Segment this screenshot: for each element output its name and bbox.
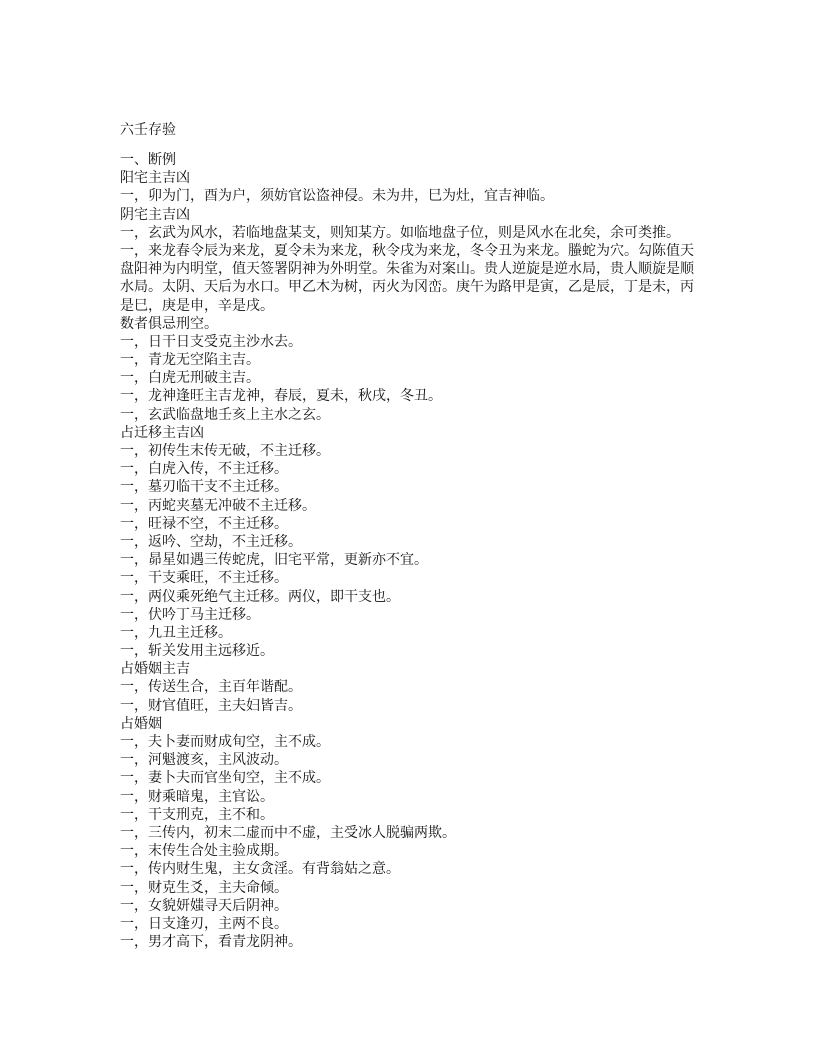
- text-line: 一，河魁渡亥，主风波动。: [120, 752, 288, 769]
- text-line: 一，日干日支受克主沙水去。: [120, 333, 302, 350]
- text-line: 一，财克生爻，主夫命倾。: [120, 879, 288, 896]
- text-line: 占婚姻: [120, 715, 162, 732]
- text-line: 水局。太阴、天后为水口。甲乙木为树，丙火为冈峦。庚午为路甲是寅，乙是辰，丁是未，丙: [120, 279, 694, 296]
- text-line: 一，墓刃临干支不主迁移。: [120, 479, 288, 496]
- text-line: 阳宅主吉凶: [120, 170, 190, 187]
- text-line: 一，龙神逢旺主吉龙神，春辰，夏未，秋戌，冬丑。: [120, 388, 442, 405]
- text-line: 一，末传生合处主验成期。: [120, 843, 288, 860]
- text-line: 一，昴星如遇三传蛇虎，旧宅平常，更新亦不宜。: [120, 552, 428, 569]
- text-line: 一，日支逢刃，主两不良。: [120, 915, 288, 932]
- text-line: 一，青龙无空陷主吉。: [120, 352, 260, 369]
- text-line: 一，财官值旺，主夫妇皆吉。: [120, 697, 302, 714]
- text-line: 占迁移主吉凶: [120, 424, 204, 441]
- text-line: 一，旺禄不空，不主迁移。: [120, 515, 288, 532]
- text-line: 一，财乘暗鬼，主官讼。: [120, 788, 274, 805]
- text-line: 阴宅主吉凶: [120, 206, 190, 223]
- text-line: 一，夫卜妻而财成旬空，主不成。: [120, 734, 330, 750]
- text-line: 一，玄武临盘地壬亥上主水之玄。: [120, 406, 330, 423]
- text-line: 盘阳神为内明堂，值天签署阴神为外明堂。朱雀为对案山。贵人逆旋是逆水局，贵人顺旋是顺: [120, 261, 694, 278]
- text-line: 一，丙蛇夹墓无冲破不主迁移。: [120, 497, 316, 514]
- text-line: 一，白虎入传，不主迁移。: [120, 461, 288, 478]
- text-line: 一，伏吟丁马主迁移。: [120, 606, 260, 623]
- text-line: 一，女貌妍媸寻天后阴神。: [120, 897, 288, 914]
- text-line: 一，三传内，初末二虚而中不虚，主受冰人脱骗两欺。: [120, 824, 456, 841]
- text-line: 一，妻卜夫而官坐旬空，主不成。: [120, 770, 330, 787]
- text-line: 一，干支刑克，主不和。: [120, 806, 274, 823]
- text-line: 一，白虎无刑破主吉。: [120, 370, 260, 387]
- text-line: 一，男才高下，看青龙阴神。: [120, 934, 302, 951]
- text-line: 一，干支乘旺，不主迁移。: [120, 570, 288, 587]
- text-line: 一，斩关发用主远移近。: [120, 643, 274, 660]
- document-title: 六壬存验: [120, 122, 176, 138]
- text-line: 一、断例: [120, 152, 176, 168]
- text-line: 数者俱忌刑空。: [120, 315, 218, 332]
- text-line: 一，九丑主迁移。: [120, 624, 232, 641]
- text-line: 一，两仪乘死绝气主迁移。两仪，即干支也。: [120, 588, 400, 605]
- document-body: [120, 151, 700, 951]
- text-line: 一，玄武为风水，若临地盘某支，则知某方。如临地盘子位，则是风水在北矣，余可类推。: [120, 224, 680, 241]
- text-line: 一，初传生末传无破，不主迁移。: [120, 443, 330, 459]
- text-line: 一，来龙春令辰为来龙，夏令未为来龙，秋令戌为来龙，冬令丑为来龙。螣蛇为穴。勾陈值天: [120, 242, 694, 259]
- text-line: 一，返吟、空劫，不主迁移。: [120, 533, 302, 550]
- text-line: 是巳，庚是申，辛是戌。: [120, 297, 274, 314]
- text-line: 占婚姻主吉: [120, 661, 190, 678]
- text-line: 一，传送生合，主百年谐配。: [120, 679, 302, 696]
- text-line: 一，传内财生鬼，主女贪淫。有背翁姑之意。: [120, 861, 400, 878]
- text-line: 一，卯为门，酉为户，须妨官讼盗神侵。未为井，巳为灶，宜吉神临。: [120, 188, 554, 205]
